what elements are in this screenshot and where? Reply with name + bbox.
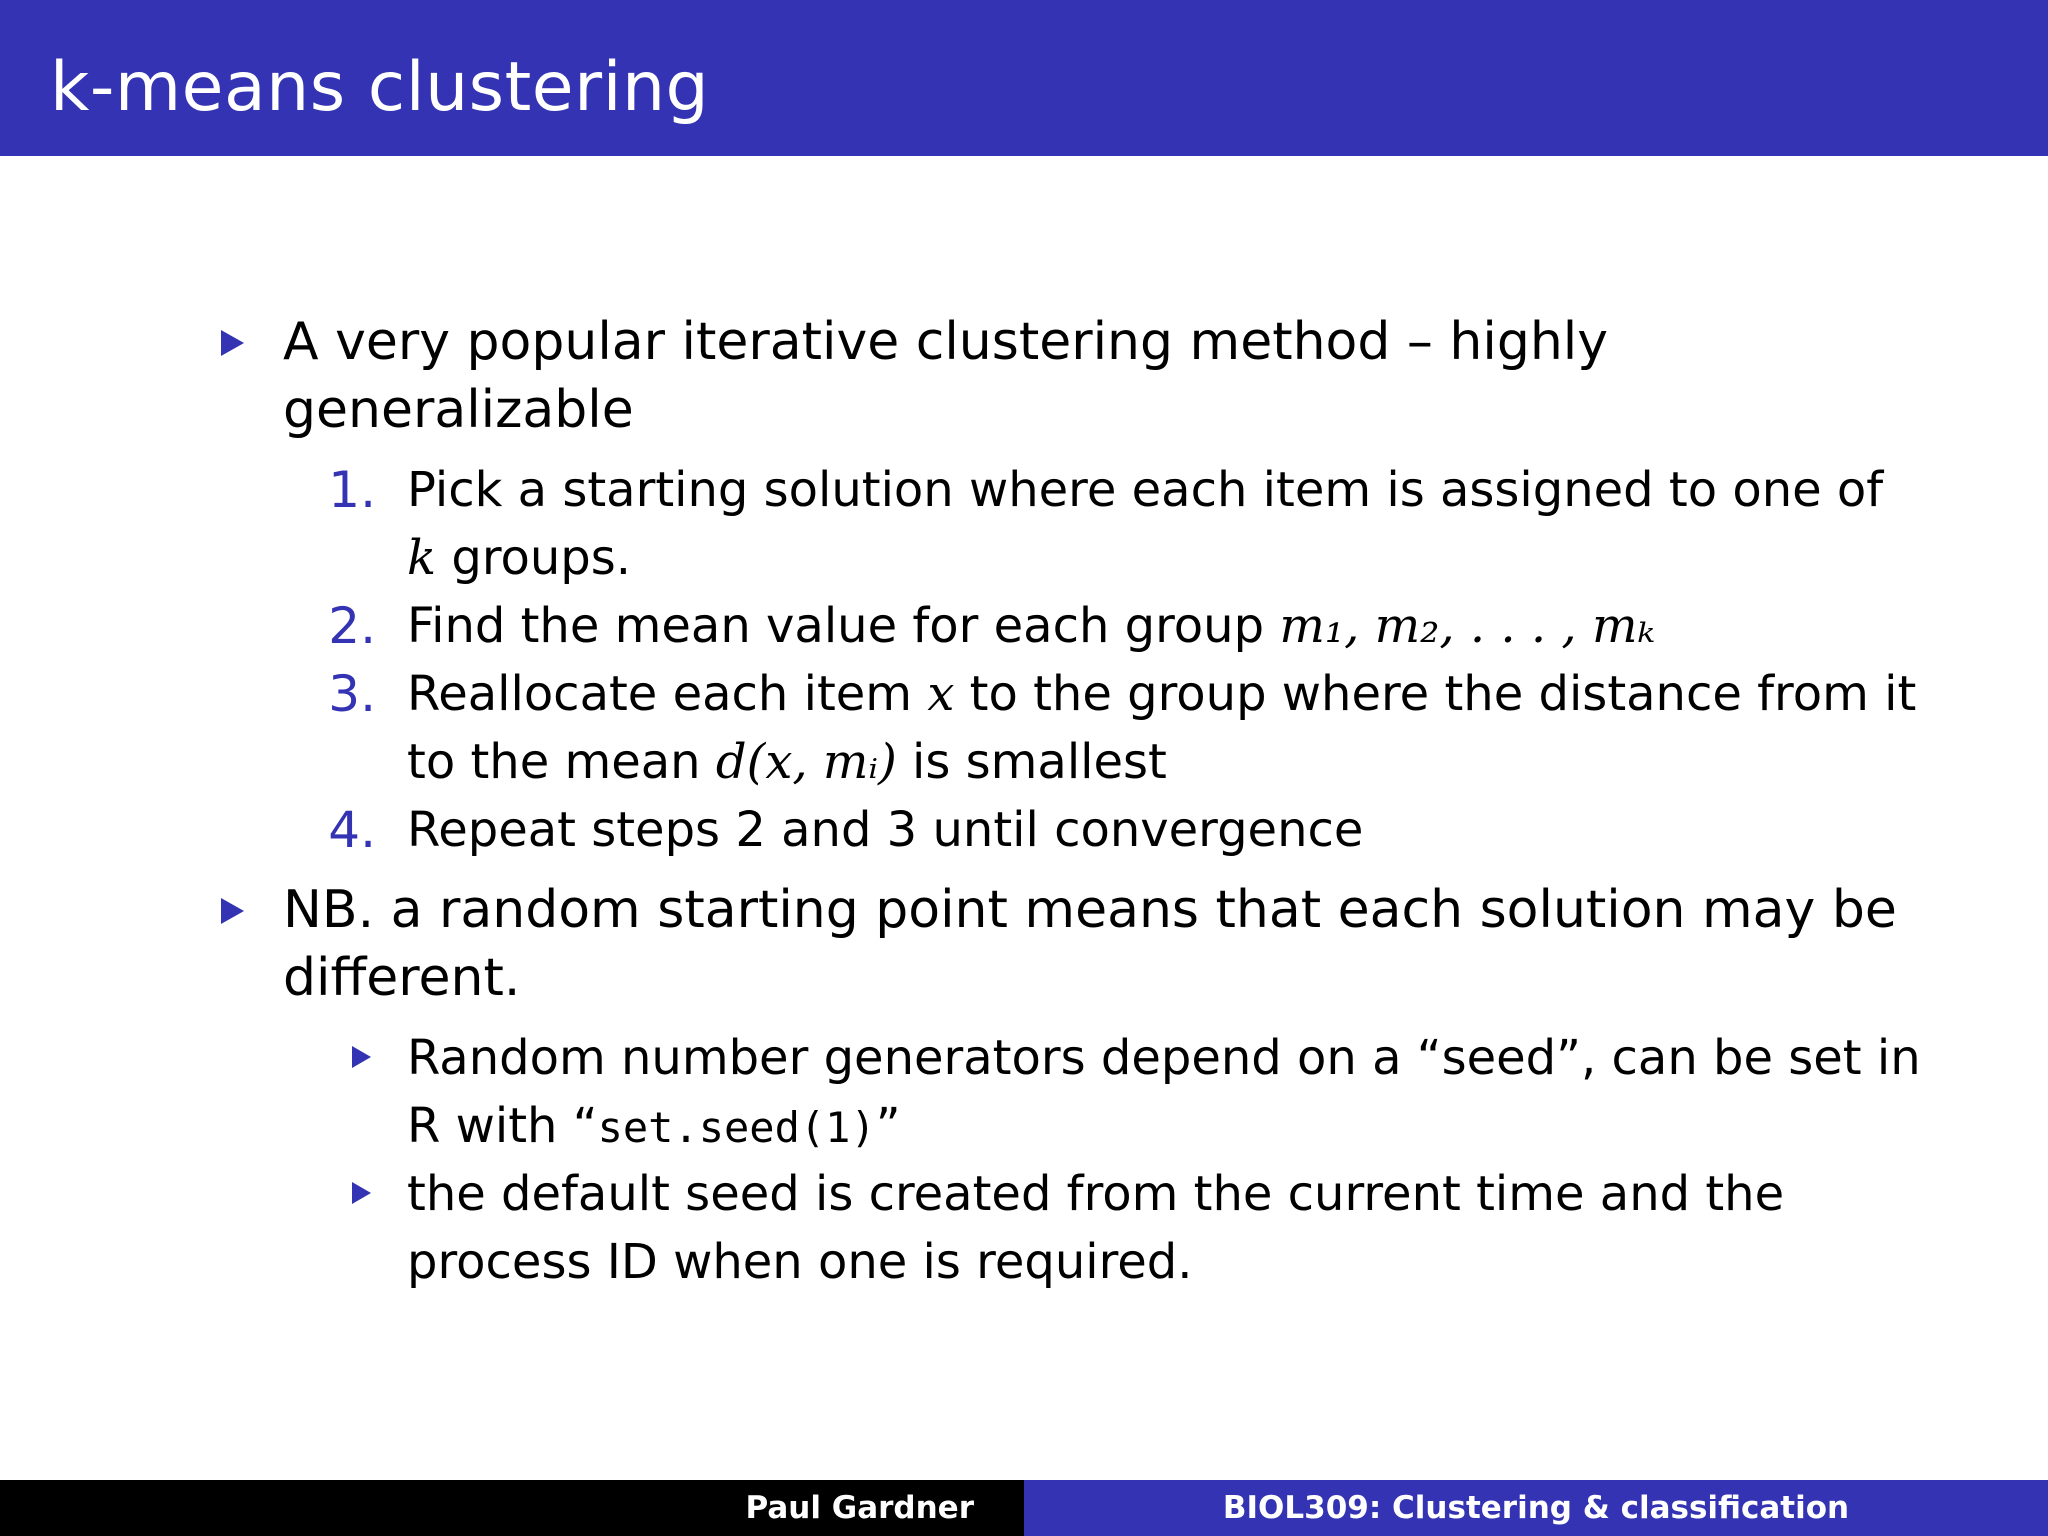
step-4-line: Repeat steps 2 and 3 until convergence xyxy=(407,802,1364,858)
step-3-line-2-a: to the mean xyxy=(407,734,716,790)
step-3-line-2-b: is smallest xyxy=(896,734,1167,790)
step-1-line-2 xyxy=(407,524,631,592)
step-2-text: Find the mean value for each group xyxy=(407,598,1280,654)
sub-bullet-arrow-icon xyxy=(352,1182,371,1204)
sub-bullet-1-line-2-a: R with “ xyxy=(407,1098,598,1154)
step-3-line-2 xyxy=(407,728,1167,796)
step-1-line-1: Pick a starting solution where each item is assigned to one of xyxy=(407,462,1884,518)
step-1-number: 1. xyxy=(328,461,376,519)
step-1-line-2-rest: groups. xyxy=(436,530,632,586)
footer-course: BIOL309: Clustering & classification xyxy=(1222,1490,1850,1526)
step-3-line-1-b: to the group where the distance from it xyxy=(954,666,1917,722)
step-3-line-1 xyxy=(407,660,1916,728)
footer-course-section xyxy=(1024,1480,2048,1536)
sub-bullet-1-line-2 xyxy=(407,1092,901,1162)
step-2-line xyxy=(407,592,1655,660)
bullet-1-line-1: A very popular iterative clustering method – highly xyxy=(283,312,1609,372)
footer-author-section xyxy=(0,1480,1024,1536)
step-2-math: m₁, m₂, . . . , mₖ xyxy=(1279,598,1655,654)
bullet-arrow-icon xyxy=(221,898,244,924)
sub-bullet-1-line-1: Random number generators depend on a “seed”, can be set in xyxy=(407,1030,1921,1086)
sub-bullet-2-line-1: the default seed is created from the current time and the xyxy=(407,1166,1785,1222)
step-3-line-1-a: Reallocate each item xyxy=(407,666,928,722)
bullet-arrow-icon xyxy=(221,330,244,356)
sub-bullet-arrow-icon xyxy=(352,1046,371,1068)
footer xyxy=(0,1480,2048,1536)
step-3-number: 3. xyxy=(328,665,376,723)
step-3-var-x: x xyxy=(927,666,955,722)
bullet-2-line-1: NB. a random starting point means that each solution may be xyxy=(283,880,1897,940)
step-1-var-k: k xyxy=(407,530,437,586)
footer-author: Paul Gardner xyxy=(745,1490,974,1526)
slide-title: k-means clustering xyxy=(50,48,710,127)
seed-code: set.seed(1) xyxy=(597,1103,876,1152)
step-4-number: 4. xyxy=(328,801,376,859)
bullet-1-line-2: generalizable xyxy=(283,380,634,440)
step-2-number: 2. xyxy=(328,597,376,655)
step-3-math: d(x, mᵢ) xyxy=(715,734,897,790)
bullet-2-line-2: different. xyxy=(283,948,521,1008)
sub-bullet-1-line-2-b: ” xyxy=(875,1098,901,1154)
sub-bullet-2-line-2: process ID when one is required. xyxy=(407,1234,1193,1290)
